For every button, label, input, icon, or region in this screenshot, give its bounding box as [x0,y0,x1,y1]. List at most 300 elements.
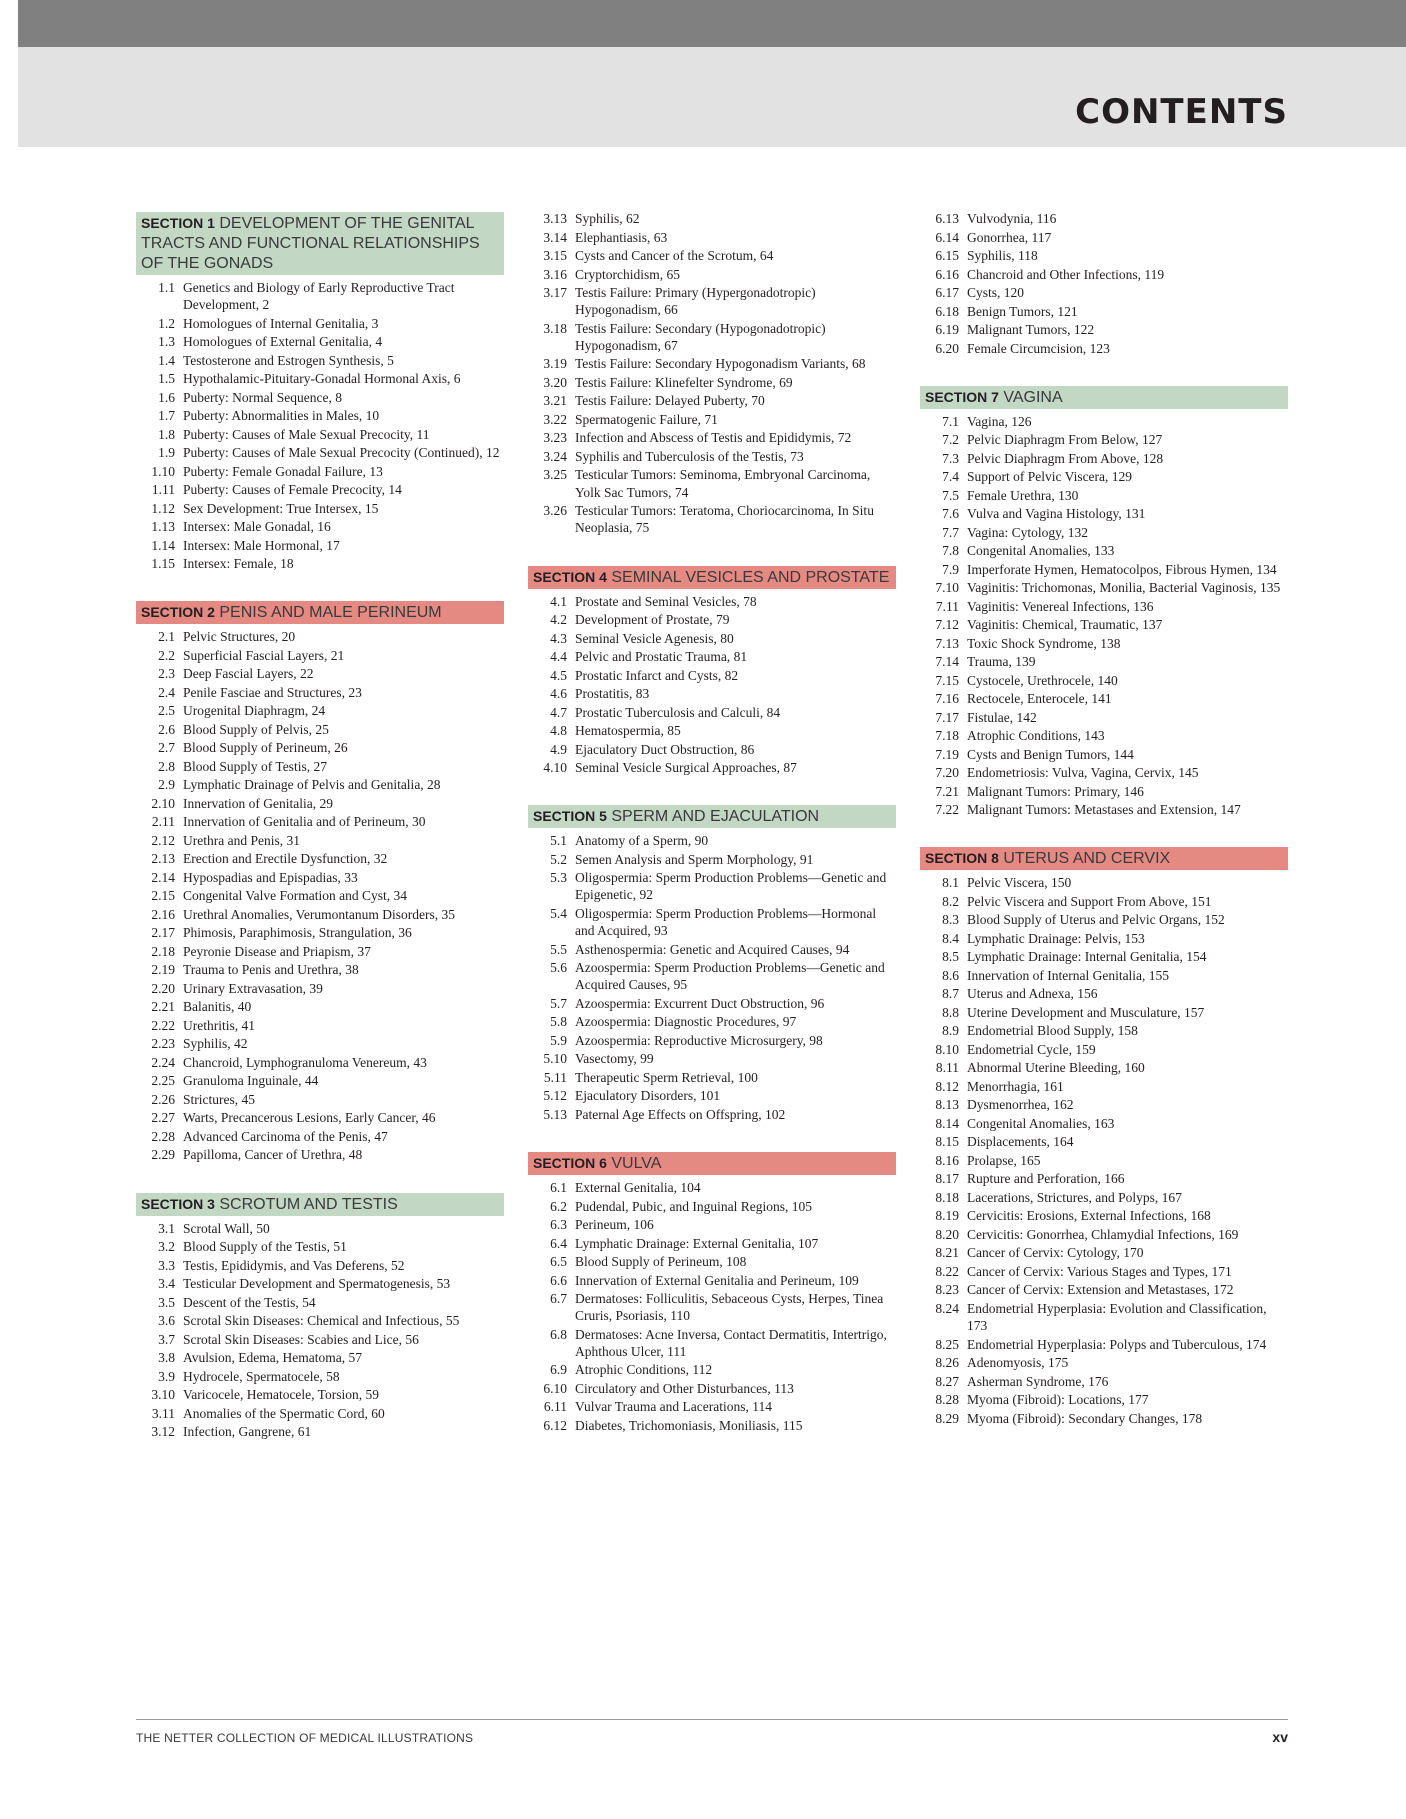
toc-entry-title: Blood Supply of Perineum, 108 [575,1254,747,1270]
toc-entry-title: Puberty: Causes of Female Precocity, 14 [183,482,402,498]
toc-entry-title: Vagina: Cytology, 132 [967,524,1088,540]
toc-entry-number: 4.1 [550,593,567,609]
toc-entry [528,1013,896,1030]
toc-entry-title: Malignant Tumors: Metastases and Extension, 147 [967,802,1241,818]
toc-entry-list [136,279,504,572]
toc-entry-number: 8.5 [942,949,959,965]
toc-entry-number: 4.4 [550,649,567,665]
toc-entry [136,1238,504,1255]
toc-entry-title: Fistulae, 142 [967,709,1037,725]
section-title: UTERUS AND CERVIX [1003,850,1171,868]
toc-entry-title: Oligospermia: Sperm Production Problems—Genetic and Epigenetic, 92 [575,870,887,903]
toc-entry-title: Genetics and Biology of Early Reproductive Tract Development, 2 [183,280,455,313]
toc-entry-title: Homologues of Internal Genitalia, 3 [183,315,379,331]
toc-entry-title: Urethritis, 41 [183,1017,255,1033]
toc-entry [920,1354,1288,1371]
toc-entry [528,1235,896,1252]
toc-entry [920,1263,1288,1280]
toc-entry [920,1022,1288,1039]
toc-entry [136,426,504,443]
toc-entry [920,413,1288,430]
toc-entry-number: 1.14 [151,537,175,553]
toc-entry-title: Azoospermia: Diagnostic Procedures, 97 [575,1014,797,1030]
toc-entry-title: Malignant Tumors, 122 [967,322,1095,337]
toc-entry [528,1290,896,1324]
toc-entry [528,869,896,903]
toc-entry-title: Pudendal, Pubic, and Inguinal Regions, 105 [575,1198,812,1214]
toc-entry-number: 6.5 [550,1254,567,1270]
toc-entry-number: 6.20 [935,340,959,356]
toc-entry [136,463,504,480]
toc-entry-title: Granuloma Inguinale, 44 [183,1073,319,1089]
toc-entry [528,1216,896,1233]
toc-entry-list [528,210,896,537]
section-heading [528,566,896,589]
toc-entry [136,776,504,793]
toc-entry-title: Circulatory and Other Disturbances, 113 [575,1380,794,1396]
toc-entry [920,487,1288,504]
toc-entry [920,635,1288,652]
toc-entry-title: Pelvic Viscera, 150 [967,875,1072,891]
toc-entry-title: Prostatic Infarct and Cysts, 82 [575,667,739,683]
toc-entry [920,893,1288,910]
toc-entry-list [920,210,1288,357]
toc-entry-number: 4.8 [550,723,567,739]
toc-entry-number: 8.3 [942,912,959,928]
toc-entry [528,1272,896,1289]
header-bar-dark [18,0,1406,47]
toc-entry-title: Scrotal Wall, 50 [183,1220,270,1236]
toc-entry-number: 6.13 [935,211,959,226]
toc-entry [920,1244,1288,1261]
toc-entry-number: 5.5 [550,941,567,957]
section-heading [920,847,1288,870]
toc-entry-title: Spermatogenic Failure, 71 [575,411,718,427]
toc-entry-number: 6.4 [550,1235,567,1251]
toc-entry-number: 2.29 [151,1147,175,1163]
toc-entry-title: Cancer of Cervix: Various Stages and Types, 171 [967,1263,1232,1279]
toc-entry-title: Vaginitis: Venereal Infections, 136 [967,598,1154,614]
toc-entry-title: Endometrial Hyperplasia: Polyps and Tuberculous, 174 [967,1336,1267,1352]
toc-entry-title: Support of Pelvic Viscera, 129 [967,469,1133,485]
toc-entry-list [528,593,896,777]
toc-entry-title: Semen Analysis and Sperm Morphology, 91 [575,851,814,867]
toc-entry-title: Testis Failure: Delayed Puberty, 70 [575,393,765,409]
toc-entry-title: Hydrocele, Spermatocele, 58 [183,1368,340,1384]
toc-entry-number: 7.14 [935,654,959,670]
toc-entry-number: 3.26 [543,503,567,519]
toc-entry-list [528,1179,896,1434]
toc-entry [136,1035,504,1052]
toc-entry-number: 2.9 [158,777,175,793]
toc-entry-title: Intersex: Male Gonadal, 16 [183,519,331,535]
toc-entry [920,505,1288,522]
toc-entry-number: 6.1 [550,1180,567,1196]
toc-entry-title: Advanced Carcinoma of the Penis, 47 [183,1128,388,1144]
toc-entry [920,1078,1288,1095]
toc-entry-title: Dermatoses: Folliculitis, Sebaceous Cysts, Herpes, Tinea Cruris, Psoriasis, 110 [575,1291,884,1324]
toc-entry-title: Blood Supply of Pelvis, 25 [183,721,329,737]
toc-entry-list [528,832,896,1123]
toc-entry-number: 1.5 [158,371,175,387]
toc-entry-number: 8.22 [935,1263,959,1279]
toc-entry-title: Testis Failure: Primary (Hypergonadotropic) Hypogonadism, 66 [575,285,816,318]
toc-entry-number: 6.14 [935,229,959,245]
toc-entry-title: Pelvic Diaphragm From Below, 127 [967,432,1163,448]
toc-entry-number: 7.2 [942,432,959,448]
toc-entry-number: 1.10 [151,463,175,479]
toc-entry-number: 1.1 [158,280,175,295]
toc-entry-title: External Genitalia, 104 [575,1180,701,1196]
toc-entry-title: Vulvar Trauma and Lacerations, 114 [575,1399,773,1415]
toc-entry-title: Paternal Age Effects on Offspring, 102 [575,1106,786,1122]
toc-entry [920,1133,1288,1150]
toc-entry-number: 3.5 [158,1294,175,1310]
toc-entry-title: Pelvic Structures, 20 [183,629,296,645]
toc-entry-number: 2.26 [151,1091,175,1107]
toc-entry-number: 6.11 [543,1399,567,1415]
toc-entry [528,759,896,776]
toc-entry-title: Urogenital Diaphragm, 24 [183,703,326,719]
toc-entry [920,431,1288,448]
toc-entry [920,930,1288,947]
toc-entry-number: 8.25 [935,1336,959,1352]
toc-entry-title: Endometrial Cycle, 159 [967,1041,1096,1057]
toc-entry-title: Asherman Syndrome, 176 [967,1373,1109,1389]
toc-entry-number: 6.6 [550,1272,567,1288]
toc-entry [136,665,504,682]
toc-entry-number: 7.9 [942,561,959,577]
page-title: CONTENTS [1075,92,1288,132]
toc-entry-title: Seminal Vesicle Surgical Approaches, 87 [575,760,797,776]
toc-entry-number: 7.5 [942,487,959,503]
toc-entry-number: 2.5 [158,703,175,719]
toc-entry [136,721,504,738]
toc-entry-title: Rupture and Perforation, 166 [967,1171,1125,1187]
toc-entry [920,1207,1288,1224]
toc-entry-number: 4.9 [550,741,567,757]
toc-entry-number: 8.11 [935,1060,959,1076]
toc-entry-title: Vulvodynia, 116 [967,211,1057,226]
toc-entry [136,1128,504,1145]
toc-entry-number: 6.18 [935,303,959,319]
toc-entry [920,229,1288,246]
toc-entry [920,911,1288,928]
footer-series-title: THE NETTER COLLECTION OF MEDICAL ILLUSTRATIONS [136,1731,474,1745]
toc-entry-title: Congenital Anomalies, 163 [967,1115,1115,1131]
toc-entry [920,542,1288,559]
toc-entry [920,1041,1288,1058]
toc-entry-number: 2.15 [151,888,175,904]
toc-entry-number: 8.7 [942,986,959,1002]
toc-entry-number: 3.8 [158,1350,175,1366]
toc-entry-title: Diabetes, Trichomoniasis, Moniliasis, 115 [575,1417,803,1433]
toc-entry [528,611,896,628]
toc-entry-number: 3.11 [151,1405,175,1421]
toc-entry-title: Endometrial Blood Supply, 158 [967,1023,1138,1039]
section-label: SECTION 8 [925,850,999,867]
toc-entry [136,537,504,554]
toc-entry-title: Trauma to Penis and Urethra, 38 [183,962,359,978]
toc-entry-title: Displacements, 164 [967,1134,1074,1150]
toc-entry-title: Cervicitis: Erosions, External Infections, 168 [967,1208,1211,1224]
toc-entry [920,210,1288,227]
toc-entry [920,801,1288,818]
toc-entry-number: 7.21 [935,783,959,799]
toc-entry-number: 4.10 [543,760,567,776]
toc-entry-number: 2.21 [151,999,175,1015]
toc-column-1 [136,212,504,1469]
toc-entry-title: Dermatoses: Acne Inversa, Contact Dermatitis, Intertrigo, Aphthous Ulcer, 111 [575,1326,887,1359]
page-number: xv [1272,1729,1288,1745]
toc-entry-number: 8.26 [935,1355,959,1371]
toc-entry-title: Ejaculatory Disorders, 101 [575,1088,721,1104]
toc-entry [136,628,504,645]
toc-entry [136,407,504,424]
toc-entry-number: 2.14 [151,869,175,885]
toc-entry-number: 7.6 [942,506,959,522]
toc-entry-number: 2.23 [151,1036,175,1052]
toc-entry [136,1405,504,1422]
toc-entry-title: Prostatic Tuberculosis and Calculi, 84 [575,704,781,720]
toc-entry-number: 8.8 [942,1004,959,1020]
toc-entry [136,370,504,387]
toc-entry-title: Myoma (Fibroid): Secondary Changes, 178 [967,1410,1203,1426]
toc-entry [136,906,504,923]
toc-entry [528,1087,896,1104]
toc-entry-title: Oligospermia: Sperm Production Problems—Hormonal and Acquired, 93 [575,905,877,939]
toc-entry-title: Lymphatic Drainage: Pelvis, 153 [967,930,1145,946]
toc-entry-number: 3.23 [543,430,567,446]
toc-entry-title: Lymphatic Drainage: Internal Genitalia, 154 [967,949,1207,965]
toc-entry-number: 8.14 [935,1115,959,1131]
toc-entry [920,1336,1288,1353]
toc-entry [920,598,1288,615]
toc-entry [136,315,504,332]
toc-entry-title: Puberty: Causes of Male Sexual Precocity, 11 [183,426,430,442]
toc-entry-number: 2.17 [151,925,175,941]
toc-entry-number: 7.7 [942,524,959,540]
toc-entry-title: Descent of the Testis, 54 [183,1294,316,1310]
toc-entry [136,869,504,886]
toc-entry-title: Hypospadias and Epispadias, 33 [183,869,358,885]
toc-entry-number: 6.10 [543,1380,567,1396]
toc-entry-title: Sex Development: True Intersex, 15 [183,500,379,516]
toc-entry [920,450,1288,467]
toc-entry [920,746,1288,763]
toc-entry-title: Adenomyosis, 175 [967,1355,1069,1371]
toc-entry [136,980,504,997]
toc-entry-number: 2.24 [151,1054,175,1070]
toc-entry-title: Syphilis, 62 [575,211,640,226]
toc-entry-number: 5.1 [550,833,567,849]
toc-entry [136,998,504,1015]
toc-entry-title: Benign Tumors, 121 [967,303,1078,319]
toc-entry-title: Vulva and Vagina Histology, 131 [967,506,1146,522]
toc-entry [920,709,1288,726]
toc-entry-title: Therapeutic Sperm Retrieval, 100 [575,1069,758,1085]
toc-entry [920,985,1288,1002]
toc-entry [920,967,1288,984]
toc-entry-title: Endometriosis: Vulva, Vagina, Cervix, 145 [967,765,1199,781]
toc-entry-number: 8.4 [942,930,959,946]
toc-entry-number: 2.3 [158,666,175,682]
toc-entry-number: 5.7 [550,995,567,1011]
section-title: VAGINA [1003,388,1063,406]
toc-entry-number: 5.13 [543,1106,567,1122]
toc-entry-title: Cervicitis: Gonorrhea, Chlamydial Infections, 169 [967,1226,1239,1242]
toc-entry-number: 6.19 [935,322,959,337]
toc-entry-title: Cryptorchidism, 65 [575,266,680,282]
toc-entry [528,1179,896,1196]
toc-entry [920,764,1288,781]
toc-section-section-4 [528,566,896,777]
toc-entry [528,667,896,684]
toc-entry [136,1091,504,1108]
toc-entry [920,1189,1288,1206]
toc-entry-title: Cysts and Benign Tumors, 144 [967,746,1134,762]
toc-entry-number: 8.9 [942,1023,959,1039]
toc-entry-number: 2.27 [151,1110,175,1126]
toc-entry-title: Blood Supply of Uterus and Pelvic Organs, 152 [967,912,1225,928]
toc-entry [920,1373,1288,1390]
toc-entry [920,1300,1288,1334]
toc-entry [920,672,1288,689]
toc-entry-number: 2.1 [158,629,175,645]
toc-entry-number: 8.13 [935,1097,959,1113]
toc-entry-title: Phimosis, Paraphimosis, Strangulation, 36 [183,925,412,941]
toc-entry [528,374,896,391]
toc-entry-number: 8.28 [935,1392,959,1408]
toc-entry [136,943,504,960]
toc-entry-number: 8.29 [935,1410,959,1426]
toc-entry-title: Infection and Abscess of Testis and Epididymis, 72 [575,430,852,446]
toc-entry [136,813,504,830]
toc-entry-title: Scrotal Skin Diseases: Scabies and Lice, 56 [183,1331,419,1347]
toc-section-section-1 [136,212,504,572]
toc-entry [136,1275,504,1292]
toc-entry [528,722,896,739]
toc-entry-title: Cysts and Cancer of the Scrotum, 64 [575,248,774,263]
toc-entry [528,1417,896,1434]
toc-entry-number: 4.3 [550,630,567,646]
toc-entry-number: 2.28 [151,1128,175,1144]
toc-entry [528,229,896,246]
toc-entry-number: 2.20 [151,980,175,996]
toc-entry-title: Cancer of Cervix: Cytology, 170 [967,1245,1144,1261]
toc-entry [136,1109,504,1126]
toc-entry-title: Hematospermia, 85 [575,723,681,739]
footer-divider [136,1719,1288,1720]
toc-entry [920,727,1288,744]
toc-entry-number: 3.20 [543,374,567,390]
toc-entry-number: 2.13 [151,851,175,867]
toc-entry [136,1331,504,1348]
toc-entry-number: 3.22 [543,411,567,427]
section-title: SEMINAL VESICLES AND PROSTATE [611,568,890,586]
toc-entry [920,468,1288,485]
toc-entry [136,1423,504,1440]
toc-entry [136,1054,504,1071]
toc-entry-title: Anomalies of the Spermatic Cord, 60 [183,1405,385,1421]
toc-entry-title: Lymphatic Drainage of Pelvis and Genitalia, 28 [183,777,441,793]
section-heading [136,1193,504,1216]
toc-entry-number: 8.10 [935,1041,959,1057]
toc-entry-title: Intersex: Male Hormonal, 17 [183,537,340,553]
toc-entry-title: Congenital Anomalies, 133 [967,543,1115,559]
toc-entry-number: 1.9 [158,445,175,461]
toc-entry [920,524,1288,541]
toc-entry-list [136,628,504,1163]
toc-entry-title: Innervation of Internal Genitalia, 155 [967,967,1170,983]
toc-entry [136,961,504,978]
toc-entry-number: 2.11 [151,814,175,830]
toc-entry-number: 2.10 [151,795,175,811]
toc-entry-number: 2.4 [158,684,175,700]
section-label: SECTION 4 [533,568,607,585]
toc-entry [528,210,896,227]
toc-entry-number: 8.2 [942,893,959,909]
toc-entry-title: Uterine Development and Musculature, 157 [967,1004,1205,1020]
toc-entry-title: Asthenospermia: Genetic and Acquired Causes, 94 [575,941,850,957]
toc-entry [136,481,504,498]
toc-entry-number: 2.2 [158,647,175,663]
toc-entry [920,1059,1288,1076]
toc-entry-number: 1.8 [158,426,175,442]
toc-entry-number: 6.9 [550,1362,567,1378]
toc-entry-title: Myoma (Fibroid): Locations, 177 [967,1392,1149,1408]
toc-entry-title: Balanitis, 40 [183,999,252,1015]
toc-entry [528,1106,896,1123]
toc-entry [528,685,896,702]
toc-entry [528,1069,896,1086]
toc-entry-title: Elephantiasis, 63 [575,229,668,245]
section-title: DEVELOPMENT OF THE GENITAL TRACTS AND FUNCTIONAL RELATIONSHIPS OF THE GONADS [141,215,480,272]
toc-entry-title: Prolapse, 165 [967,1152,1041,1168]
toc-entry-title: Testis Failure: Klinefelter Syndrome, 69 [575,374,793,390]
toc-entry-list [920,413,1288,819]
toc-entry-title: Azoospermia: Excurrent Duct Obstruction, 96 [575,995,825,1011]
toc-entry-number: 3.13 [543,211,567,226]
toc-entry-number: 6.12 [543,1417,567,1433]
toc-section-continued [920,210,1288,357]
toc-entry [920,1410,1288,1427]
toc-entry-number: 7.16 [935,691,959,707]
toc-entry-number: 4.2 [550,612,567,628]
toc-entry-number: 8.21 [935,1245,959,1261]
toc-entry-title: Puberty: Female Gonadal Failure, 13 [183,463,383,479]
toc-entry-number: 7.19 [935,746,959,762]
toc-entry-list [136,1220,504,1441]
toc-entry-title: Innervation of Genitalia, 29 [183,795,333,811]
toc-entry-title: Azoospermia: Sperm Production Problems—Genetic and Acquired Causes, 95 [575,960,885,993]
section-title: SCROTUM AND TESTIS [219,1195,398,1213]
toc-entry-number: 2.12 [151,832,175,848]
toc-entry-title: Testicular Tumors: Seminoma, Embryonal Carcinoma, Yolk Sac Tumors, 74 [575,467,871,500]
toc-entry [136,279,504,313]
toc-entry [136,684,504,701]
toc-entry-title: Prostatitis, 83 [575,686,650,702]
toc-entry-title: Testosterone and Estrogen Synthesis, 5 [183,352,394,368]
toc-entry [920,1096,1288,1113]
toc-entry-title: Uterus and Adnexa, 156 [967,986,1098,1002]
toc-entry [920,1391,1288,1408]
toc-entry [528,851,896,868]
toc-entry-title: Toxic Shock Syndrome, 138 [967,635,1121,651]
toc-entry-title: Superficial Fascial Layers, 21 [183,647,345,663]
toc-entry [920,266,1288,283]
section-heading [920,386,1288,409]
